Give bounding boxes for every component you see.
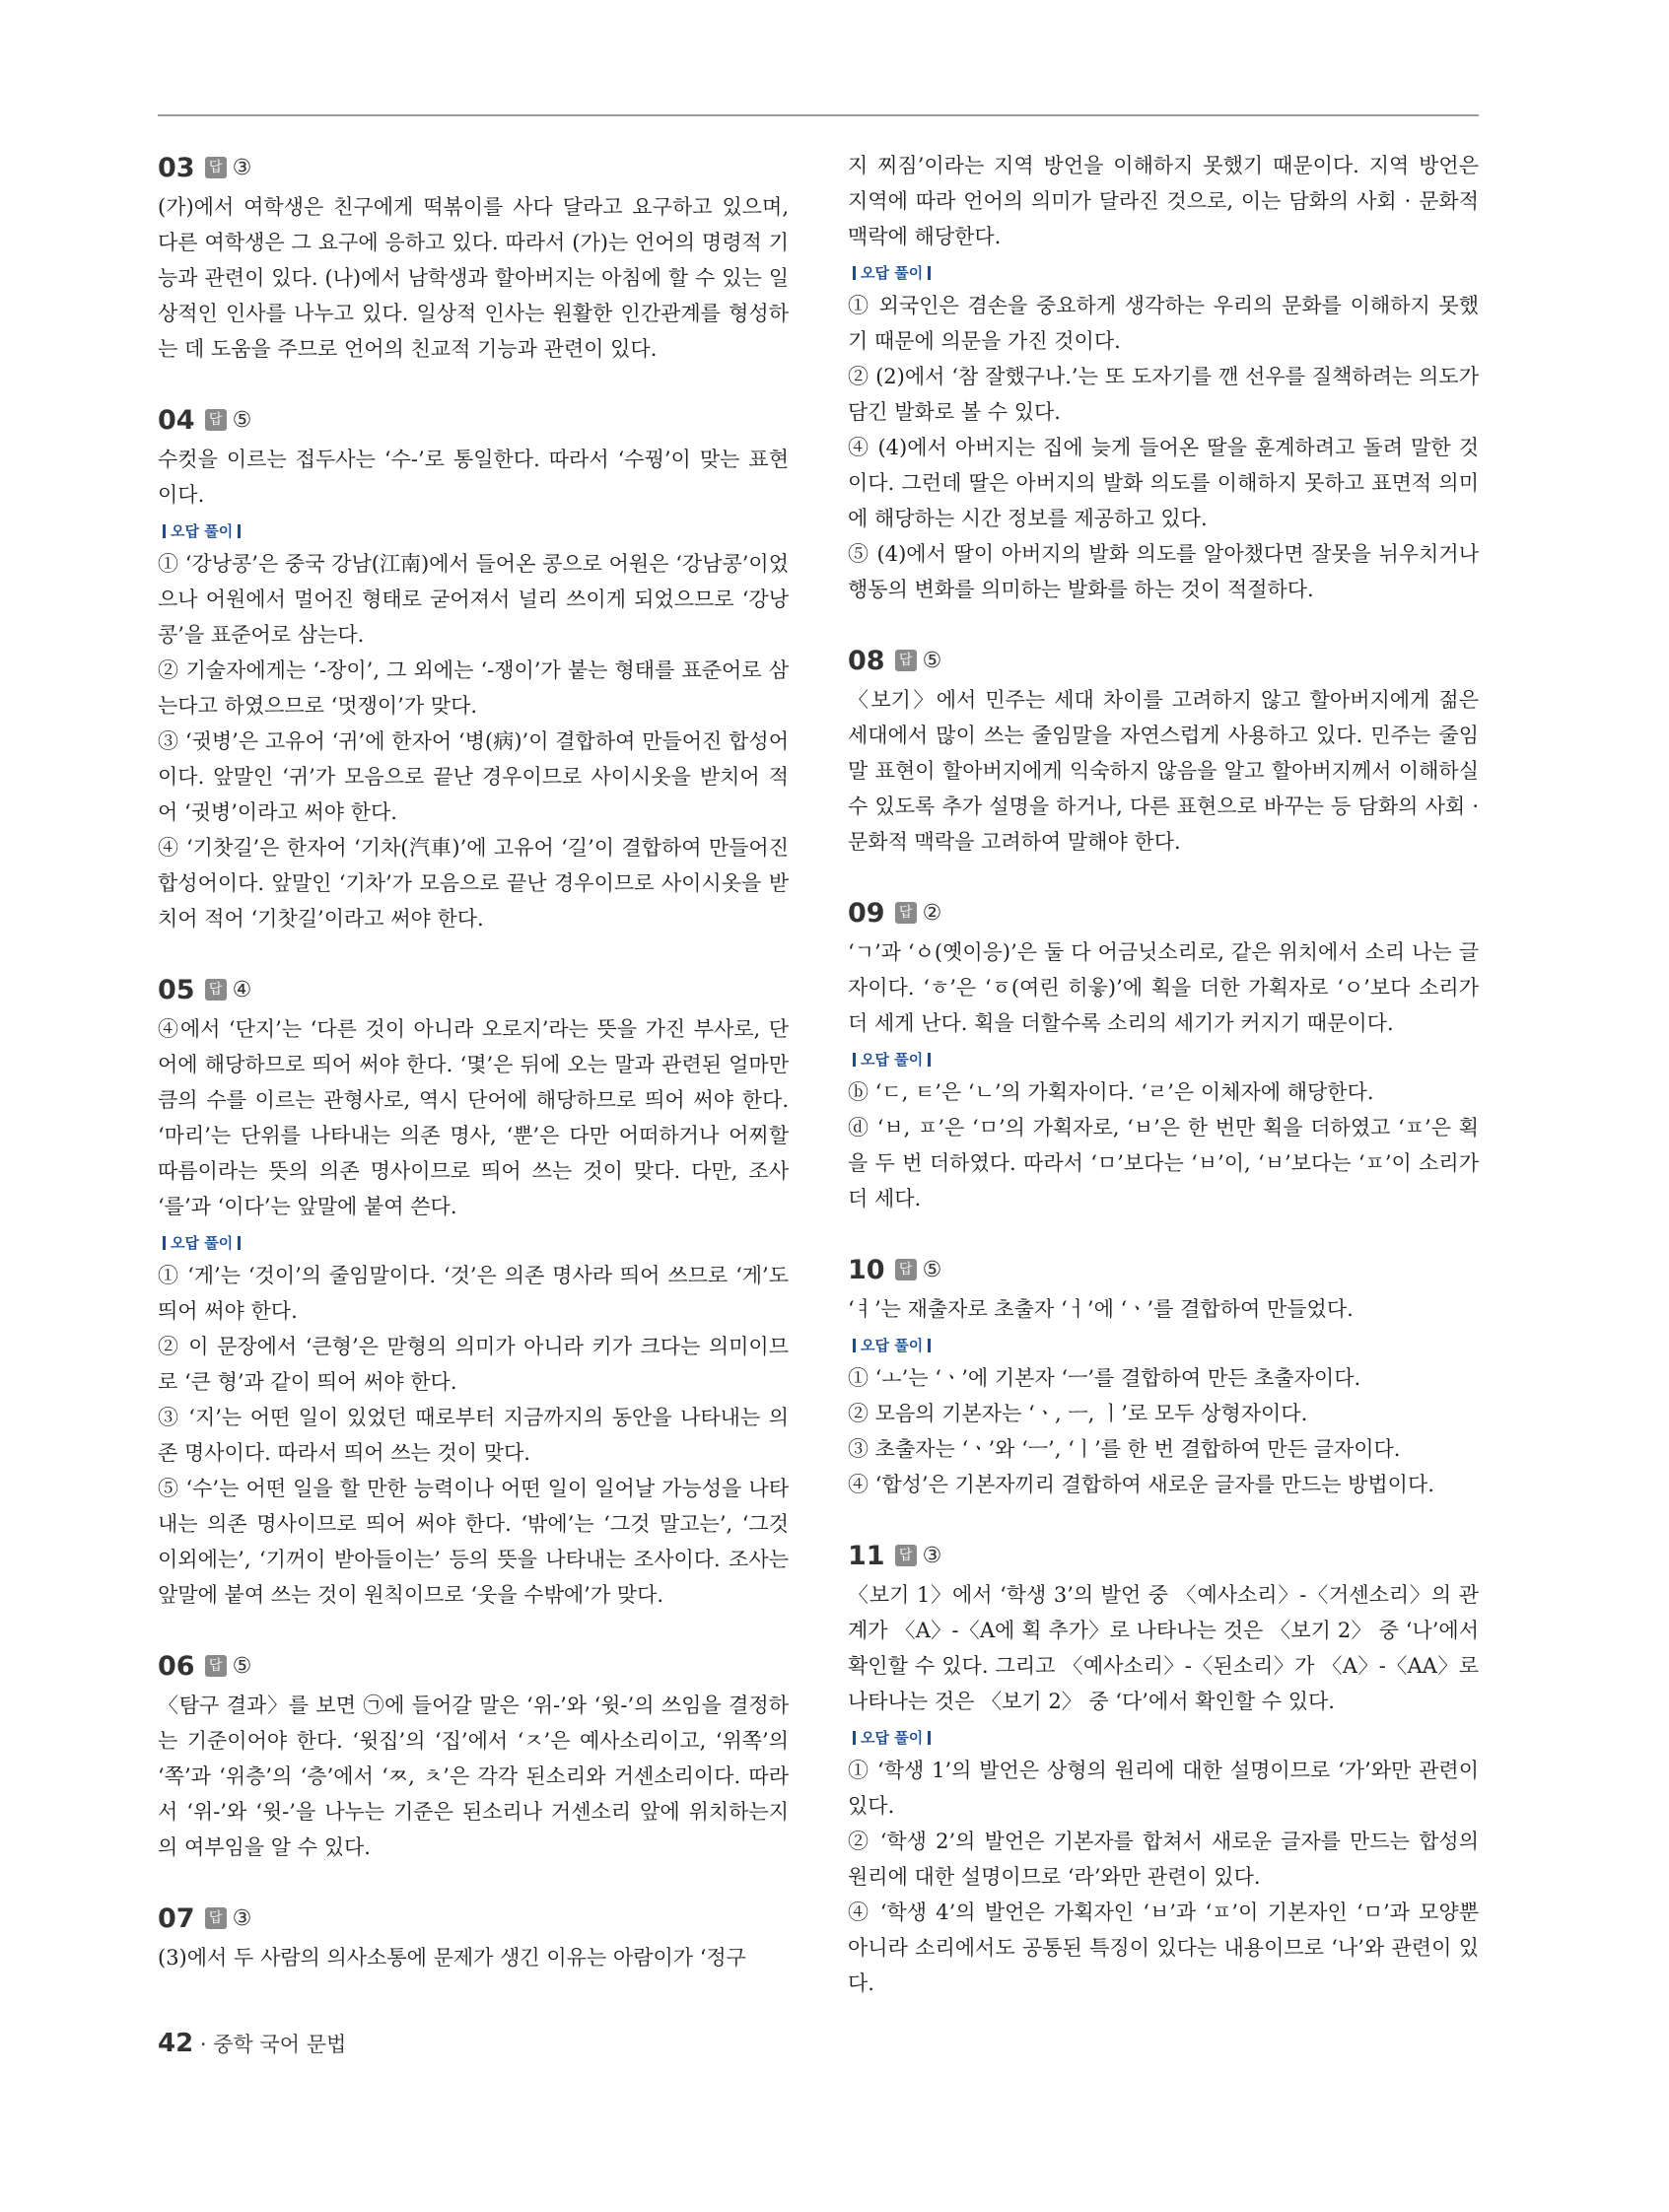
wrong-answer-text: ② 이 문장에서 ‘큰형’은 맏형의 의미가 아니라 키가 크다는 의미이므로 ‘큰 형’과 같이 띄어 써야 한다.	[158, 1335, 789, 1394]
question-number: 03	[158, 152, 195, 183]
explanation-text: ‘ㄱ’과 ‘ㆁ(옛이응)’은 둘 다 어금닛소리로, 같은 위치에서 소리 나는 글자이다. ‘ㅎ’은 ‘ㆆ(여린 히읗)’에 획을 더한 가획자로 ‘ㅇ’보다 소리가 더 세게 난다. 획을 더할수록 소리의 세기가 커지기 때문이다.	[848, 940, 1479, 1035]
answer-choice: ②	[922, 900, 942, 926]
answer-choice: ③	[232, 1905, 252, 1931]
page-number: 42	[158, 2029, 194, 2058]
question-block	[158, 1646, 789, 1865]
question-header	[158, 1899, 789, 1938]
answer-badge: 답	[895, 1545, 917, 1566]
question-number: 06	[158, 1650, 195, 1682]
wrong-answer-label: 오답 풀이	[861, 1729, 924, 1747]
question-number: 09	[848, 897, 885, 929]
wrong-answer-label: 오답 풀이	[861, 1051, 924, 1069]
page-footer	[158, 2029, 346, 2058]
wrong-answer-heading	[848, 1047, 1479, 1072]
explanation-text: 지 찌짐’이라는 지역 방언을 이해하지 못했기 때문이다. 지역 방언은 지역에 따라 언어의 의미가 달라진 것으로, 이는 담화의 사회 · 문화적 맥락에 해당한다.	[848, 154, 1479, 248]
heading-bar	[928, 1053, 931, 1067]
answer-badge: 답	[205, 157, 227, 178]
explanation-text: (가)에서 여학생은 친구에게 떡볶이를 사다 달라고 요구하고 있으며, 다른 여학생은 그 요구에 응하고 있다. 따라서 (가)는 언어의 명령적 기능과 관련이 있다. (나)에서 남학생과 할아버지는 아침에 할 수 있는 일상적인 인사를 나누고 있다. 일상적 인사는 원활한 인간관계를 형성하는 데 도움을 주므로 언어의 친교적 기능과 관련이 있다.	[158, 195, 789, 361]
question-header	[848, 1250, 1479, 1289]
answer-badge: 답	[895, 650, 917, 671]
wrong-answer-text: ④ ‘합성’은 기본자끼리 결합하여 새로운 글자를 만드는 방법이다.	[848, 1473, 1434, 1496]
wrong-answer-heading	[848, 260, 1479, 286]
question-number: 05	[158, 974, 195, 1005]
question-number: 08	[848, 645, 885, 676]
wrong-answer-heading	[158, 518, 789, 544]
question-header	[158, 1646, 789, 1686]
question-block	[848, 641, 1479, 860]
answer-choice: ④	[232, 977, 252, 1002]
wrong-answer-text: ① ‘강낭콩’은 중국 강남(江南)에서 들어온 콩으로 어원은 ‘강남콩’이었으나 어원에서 멀어진 형태로 굳어져서 널리 쓰이게 되었으므로 ‘강낭콩’을 표준어로 삼는다.	[158, 552, 789, 647]
question-number: 10	[848, 1254, 885, 1285]
wrong-answer-heading	[848, 1725, 1479, 1751]
question-block	[158, 148, 789, 367]
answer-choice: ⑤	[922, 1257, 942, 1282]
question-header	[848, 641, 1479, 680]
answer-choice: ⑤	[922, 648, 942, 673]
wrong-answer-text: ① ‘학생 1’의 발언은 상형의 원리에 대한 설명이므로 ‘가’와만 관련이 있다.	[848, 1759, 1479, 1818]
question-block	[848, 148, 1479, 607]
wrong-answer-text: ⓓ ‘ㅂ, ㅍ’은 ‘ㅁ’의 가획자로, ‘ㅂ’은 한 번만 획을 더하였고 ‘ㅍ’은 획을 두 번 더하였다. 따라서 ‘ㅁ’보다는 ‘ㅂ’이, ‘ㅂ’보다는 ‘ㅍ’이 소리가 더 세다.	[848, 1116, 1479, 1210]
wrong-answer-text: ② (2)에서 ‘참 잘했구나.’는 또 도자기를 깬 선우를 질책하려는 의도가 담긴 발화로 볼 수 있다.	[848, 365, 1479, 424]
question-block	[848, 1536, 1479, 2001]
answer-badge: 답	[205, 1907, 227, 1929]
right-column	[848, 148, 1479, 2035]
heading-bar	[238, 524, 241, 538]
answer-choice: ⑤	[232, 407, 252, 433]
answer-choice: ③	[922, 1543, 942, 1568]
question-block	[158, 970, 789, 1613]
wrong-answer-text: ⑤ ‘수’는 어떤 일을 할 만한 능력이나 어떤 일이 일어날 가능성을 나타내는 의존 명사이므로 띄어 써야 한다. ‘밖에’는 ‘그것 말고는’, ‘그것 이외에는’, ‘기꺼이 받아들이는’ 등의 뜻을 나타내는 조사이다. 조사는 앞말에 붙여 쓰는 것이 원칙이므로 ‘웃을 수밖에’가 맞다.	[158, 1477, 789, 1607]
explanation-text: 〈보기 1〉에서 ‘학생 3’의 발언 중 〈예사소리〉-〈거센소리〉의 관계가 〈A〉-〈A에 획 추가〉로 나타나는 것은 〈보기 2〉 중 ‘나’에서 확인할 수 있다. 그리고 〈예사소리〉-〈된소리〉가 〈A〉-〈AA〉로 나타나는 것은 〈보기 2〉 중 ‘다’에서 확인할 수 있다.	[848, 1583, 1479, 1713]
question-number: 07	[158, 1902, 195, 1934]
wrong-answer-text: ⓑ ‘ㄷ, ㅌ’은 ‘ㄴ’의 가획자이다. ‘ㄹ’은 이체자에 해당한다.	[848, 1080, 1374, 1104]
left-column	[158, 148, 789, 2009]
top-rule	[158, 114, 1479, 116]
wrong-answer-text: ④ (4)에서 아버지는 집에 늦게 들어온 딸을 훈계하려고 돌려 말한 것이다. 그런데 딸은 아버지의 발화 의도를 이해하지 못하고 표면적 의미에 해당하는 시간 정보를 제공하고 있다.	[848, 436, 1479, 530]
heading-bar	[928, 1339, 931, 1352]
explanation-text: 수컷을 이르는 접두사는 ‘수-’로 통일한다. 따라서 ‘수꿩’이 맞는 표현이다.	[158, 448, 789, 507]
question-number: 11	[848, 1540, 885, 1571]
answer-badge: 답	[205, 979, 227, 1001]
heading-bar	[928, 1731, 931, 1745]
question-block	[158, 400, 789, 936]
heading-bar	[853, 1053, 856, 1067]
wrong-answer-text: ③ 초출자는 ‘ㆍ’와 ‘ㅡ’, ‘ㅣ’를 한 번 결합하여 만든 글자이다.	[848, 1437, 1401, 1461]
answer-badge: 답	[205, 1655, 227, 1677]
question-header	[158, 148, 789, 187]
answer-choice: ⑤	[232, 1653, 252, 1679]
heading-bar	[163, 1236, 166, 1250]
heading-bar	[163, 524, 166, 538]
wrong-answer-text: ① ‘게’는 ‘것이’의 줄임말이다. ‘것’은 의존 명사라 띄어 쓰므로 ‘게’도 띄어 써야 한다.	[158, 1264, 789, 1323]
wrong-answer-label: 오답 풀이	[861, 1337, 924, 1354]
explanation-text: 〈보기〉에서 민주는 세대 차이를 고려하지 않고 할아버지에게 젊은 세대에서 많이 쓰는 줄임말을 자연스럽게 사용하고 있다. 민주는 줄임말 표현이 할아버지에게 익숙하지 않음을 알고 할아버지께서 이해하실 수 있도록 추가 설명을 하거나, 다른 표현으로 바꾸는 등 담화의 사회 · 문화적 맥락을 고려하여 말해야 한다.	[848, 688, 1479, 854]
explanation-text: 〈탐구 결과〉를 보면 ㉠에 들어갈 말은 ‘위-’와 ‘윗-’의 쓰임을 결정하는 기준이어야 한다. ‘윗집’의 ‘집’에서 ‘ㅈ’은 예사소리이고, ‘위쪽’의 ‘쪽’과 ‘위층’의 ‘층’에서 ‘ㅉ, ㅊ’은 각각 된소리와 거센소리이다. 따라서 ‘위-’와 ‘윗-’을 나누는 기준은 된소리나 거센소리 앞에 위치하는지의 여부임을 알 수 있다.	[158, 1694, 789, 1859]
question-number: 04	[158, 404, 195, 436]
question-header	[158, 400, 789, 440]
wrong-answer-text: ③ ‘지’는 어떤 일이 있었던 때로부터 지금까지의 동안을 나타내는 의존 명사이다. 따라서 띄어 쓰는 것이 맞다.	[158, 1406, 789, 1465]
heading-bar	[853, 266, 856, 280]
wrong-answer-label: 오답 풀이	[171, 522, 234, 540]
answer-choice: ③	[232, 155, 252, 180]
wrong-answer-text: ① ‘ㅗ’는 ‘ㆍ’에 기본자 ‘ㅡ’를 결합하여 만든 초출자이다.	[848, 1366, 1361, 1390]
explanation-text: ‘ㅕ’는 재출자로 초출자 ‘ㅓ’에 ‘ㆍ’를 결합하여 만들었다.	[848, 1297, 1354, 1321]
wrong-answer-text: ③ ‘귓병’은 고유어 ‘귀’에 한자어 ‘병(病)’이 결합하여 만들어진 합성어이다. 앞말인 ‘귀’가 모음으로 끝난 경우이므로 사이시옷을 받치어 적어 ‘귓병’이라고 써야 한다.	[158, 729, 789, 824]
question-block	[158, 1899, 789, 1975]
wrong-answer-text: ④ ‘기찻길’은 한자어 ‘기차(汽車)’에 고유어 ‘길’이 결합하여 만들어진 합성어이다. 앞말인 ‘기차’가 모음으로 끝난 경우이므로 사이시옷을 받치어 적어 ‘기찻길’이라고 써야 한다.	[158, 836, 789, 931]
wrong-answer-text: ② ‘학생 2’의 발언은 기본자를 합쳐서 새로운 글자를 만드는 합성의 원리에 대한 설명이므로 ‘라’와만 관련이 있다.	[848, 1830, 1479, 1889]
wrong-answer-text: ② 모음의 기본자는 ‘ㆍ, ㅡ, ㅣ’로 모두 상형자이다.	[848, 1402, 1308, 1425]
heading-bar	[853, 1731, 856, 1745]
heading-bar	[853, 1339, 856, 1352]
wrong-answer-heading	[158, 1230, 789, 1256]
question-block	[848, 1250, 1479, 1502]
wrong-answer-label: 오답 풀이	[861, 264, 924, 282]
wrong-answer-heading	[848, 1333, 1479, 1358]
explanation-text: ④에서 ‘단지’는 ‘다른 것이 아니라 오로지’라는 뜻을 가진 부사로, 단어에 해당하므로 띄어 써야 한다. ‘몇’은 뒤에 오는 말과 관련된 얼마만큼의 수를 이르는 관형사로, 역시 단어에 해당하므로 띄어 써야 한다. ‘마리’는 단위를 나타내는 의존 명사, ‘뿐’은 다만 어떠하거나 어찌할 따름이라는 뜻의 의존 명사이므로 띄어 쓰는 것이 맞다. 다만, 조사 ‘를’과 ‘이다’는 앞말에 붙여 쓴다.	[158, 1017, 789, 1218]
heading-bar	[238, 1236, 241, 1250]
heading-bar	[928, 266, 931, 280]
answer-badge: 답	[205, 409, 227, 431]
wrong-answer-label: 오답 풀이	[171, 1234, 234, 1252]
wrong-answer-text: ④ ‘학생 4’의 발언은 가획자인 ‘ㅂ’과 ‘ㅍ’이 기본자인 ‘ㅁ’과 모양뿐 아니라 소리에서도 공통된 특징이 있다는 내용이므로 ‘나’와 관련이 있다.	[848, 1901, 1479, 1995]
question-block	[848, 893, 1479, 1216]
wrong-answer-text: ② 기술자에게는 ‘-장이’, 그 외에는 ‘-쟁이’가 붙는 형태를 표준어로 삼는다고 하였으므로 ‘멋쟁이’가 맞다.	[158, 658, 789, 718]
wrong-answer-text: ⑤ (4)에서 딸이 아버지의 발화 의도를 알아챘다면 잘못을 뉘우치거나 행동의 변화를 의미하는 발화를 하는 것이 적절하다.	[848, 542, 1479, 601]
answer-badge: 답	[895, 902, 917, 924]
question-header	[848, 893, 1479, 933]
question-header	[848, 1536, 1479, 1575]
explanation-text: (3)에서 두 사람의 의사소통에 문제가 생긴 이유는 아람이가 ‘정구	[158, 1946, 746, 1970]
wrong-answer-text: ① 외국인은 겸손을 중요하게 생각하는 우리의 문화를 이해하지 못했기 때문에 의문을 가진 것이다.	[848, 294, 1479, 353]
question-header	[158, 970, 789, 1009]
answer-badge: 답	[895, 1259, 917, 1280]
book-title: · 중학 국어 문법	[199, 2033, 347, 2056]
